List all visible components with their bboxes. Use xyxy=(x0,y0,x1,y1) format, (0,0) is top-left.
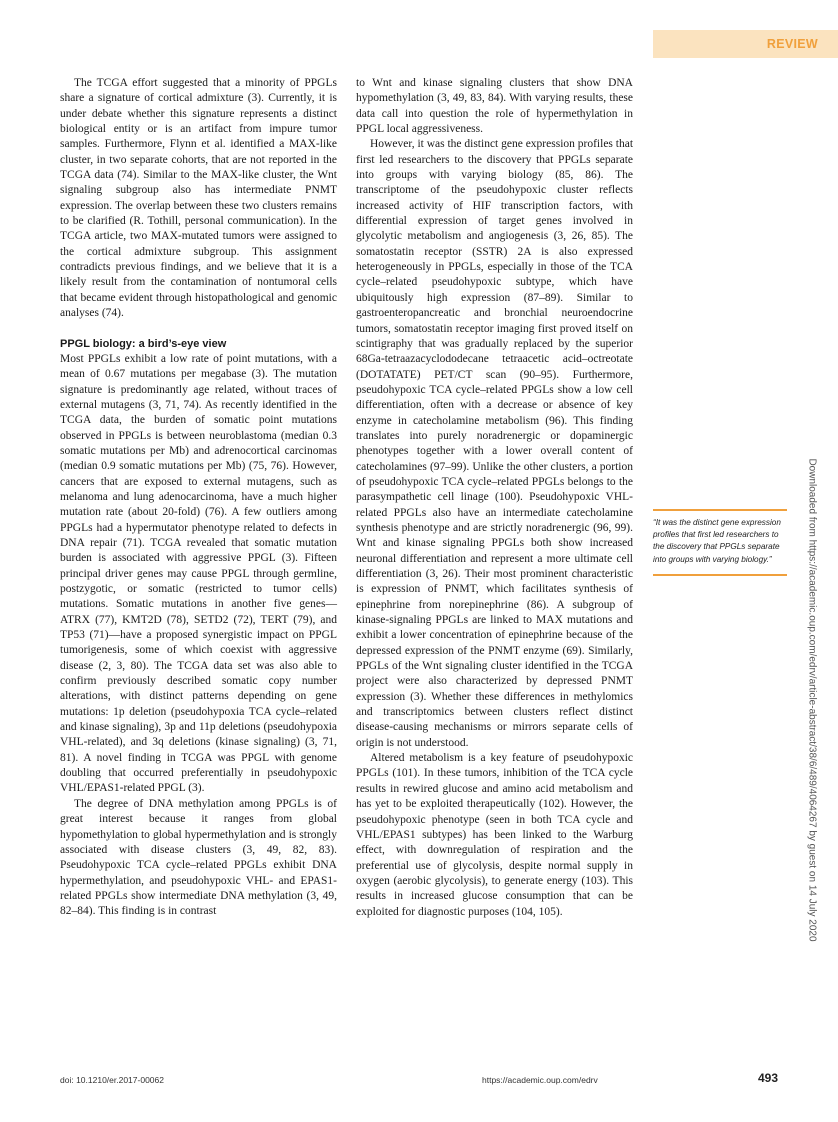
pull-quote xyxy=(653,509,787,576)
page-number: 493 xyxy=(757,1071,778,1085)
paragraph: The degree of DNA methylation among PPGLs is of great interest because it ranges from global hypomethylation to global hypermethylation and is strongly associated with disease clusters (3, 49, 82, 83). Pseudohypoxic TCA cycle–related PPGLs exhibit DNA hypermethylation, and pseudohypoxic VHL- and EPAS1-related PPGLs show intermediate DNA methylation (3, 49, 82–84). This finding is in contrast xyxy=(60,797,337,918)
paragraph: Most PPGLs exhibit a low rate of point mutations, with a mean of 0.67 mutations per megabase (3). The mutation signature is predominantly age related, without traces of external mutagens (3, 71, 74). As recently identified in the TCGA data, the burden of somatic point mutations observed in PPGLs is between neuroblastoma (median 0.3 somatic mutations per Mb) and adrenocortical carcinomas (median 0.9 somatic mutations per Mb) (75, 76). However, cancers that are exposed to external mutagens, such as melanoma and lung adenocarcinoma, have a much higher mutation rate (about 20-fold) (76). A few outliers among PPGLs had a hypermutator phenotype related to defects in DNA repair (71). TCGA revealed that somatic mutation burden is associated with aggressive PPGL (3). Fifteen principal driver genes may cause PPGL through germline, postzygotic, or somatic (restricted to tumor cells) mutations. Somatic mutations in another five genes—ATRX (77), KMT2D (78), SETD2 (72), TERT (79), and TP53 (71)—have a proposed synergistic impact on PPGL tumorigenesis, some of which coexist with aggressive disease (2, 3, 80). The TCGA data set was also able to confirm previously described somatic copy number alterations, with distinct patterns depending on gene mutations: 1p deletion (pseudohypoxia TCA cycle–related and kinase signaling), 3p and 11p deletions (pseudohypoxia VHL-related), and 3q deletions (kinase signaling) (3, 71, 81). A novel finding in TCGA was PPGL with genome doubling that occurred preferentially in pseudohypoxic VHL/EPAS1-related PPGL (3). xyxy=(60,352,337,795)
paragraph: However, it was the distinct gene expression profiles that first led researchers to the discovery that PPGLs separate into groups with varying biology (85, 86). The transcriptome of the pseudohypoxic cluster reflects increased activity of HIF transcription factors, with differential expression of target genes involved in glycolytic metabolism and angiogenesis (3, 26, 85). The somatostatin receptor (SSTR) 2A is also expressed heterogeneously in PPGLs, especially in those of the TCA cycle–related pseudohypoxic subtype, which have ubiquitously high expression (87–89). Similar to gastroenteropancreatic and bronchial neuroendocrine tumors, somatostatin receptor imaging first proved itself on scintigraphy that was gradually replaced by the superior 68Ga-tetraazacyclododecane tetraacetic acid–octreotate (DOTATATE) PET/CT scan (90–95). Furthermore, pseudohypoxic TCA cycle–related PPGLs show a low cell differentiation, often with a decrease or absence of key enzyme in catecholamine metabolism (96). This finding translates into purely noradrenergic or dopaminergic phenotypes together with a lower overall content of catecholamines (97–99). Unlike the other clusters, a portion of pseudohypoxic TCA cycle–related PPGLs belongs to the parasympathetic cell linage (100). Pseudohypoxic VHL-related PPGLs also have an intermediate catecholamine synthesis phenotype and are strictly noradrenergic (96, 99). Wnt and kinase signaling PPGLs both show increased neuronal differentiation and represent a more ultimate cell differentiation (3, 26). Their most prominent characteristic is expression of PNMT, which facilitates synthesis of epinephrine from norepinephrine (86). A subgroup of kinase-signaling PPGLs are linked to MAX mutations and exhibit a lower concentration of epinephrine because of the depressed expression of the PNMT enzyme (69). Similarly, PPGLs of the Wnt signaling cluster identified in the TCGA project were also characterized by depressed PNMT expression (3). Whether these differences in methylomics and transcriptomics between clusters reflect distinct disease-causing mechanisms or mirrors separate cells of origin is not understood. xyxy=(356,138,634,749)
download-note-text[interactable]: Downloaded from https://academic.oup.com/edrv/article-abstract/38/6/489/4064267 by guest on 14 July 2020 xyxy=(806,458,818,942)
footer-url[interactable]: https://academic.oup.com/edrv xyxy=(482,1075,598,1085)
section-label: REVIEW xyxy=(766,37,818,51)
paragraph: to Wnt and kinase signaling clusters that show DNA hypomethylation (3, 49, 83, 84). With varying results, these data call into question the role of hypermethylation in PPGL local aggressiveness. xyxy=(356,77,633,136)
paragraph: Altered metabolism is a key feature of pseudohypoxic PPGLs (101). In these tumors, inhibition of the TCA cycle results in rewired glucose and amino acid metabolism and has yet to be exploited therapeutically (102). However, the pseudohypoxic phenotype (seen in both TCA cycle and VHL/EPAS1 subtypes) has been linked to the Warburg effect, with downregulation of respiration and the preferential use of glycolysis, despite normal supply in oxygen (aerobic glycolysis), to generate energy (103). This results in increased glucose consumption that can be exploited for diagnostic purposes (104, 105). xyxy=(356,752,633,918)
footer-doi: doi: 10.1210/er.2017-00062 xyxy=(60,1075,164,1085)
section-heading: PPGL biology: a bird’s-eye view xyxy=(60,337,227,350)
paragraph: The TCGA effort suggested that a minority of PPGLs share a signature of cortical admixture (3). Currently, it is under debate whether this signature represents a distinct biological entity or is an artifact from impure tumor samples. Furthermore, Flynn et al. identified a MAX-like cluster, in two separate cohorts, that are not reported in the TCGA data (74). Similar to the MAX-like cluster, the Wnt signaling subgroup also has intermediate PNMT expression. The overlap between these two clusters remains to be clarified (R. Tothill, personal communication). In the TCGA article, two MAX-mutated tumors were assigned to the cortical admixture subgroup. This assignment contradicts previous findings, and we believe that it is a likely result from the contamination of nontumoral cells that became evident through histopathological and genomic analyses (74). xyxy=(60,77,337,320)
right-column xyxy=(356,76,633,920)
pull-quote-text: “It was the distinct gene expression profiles that first led researchers to the discovery that PPGLs separate into groups with varying biology.” xyxy=(653,518,781,564)
left-column xyxy=(60,76,337,920)
section-tab xyxy=(653,30,838,58)
